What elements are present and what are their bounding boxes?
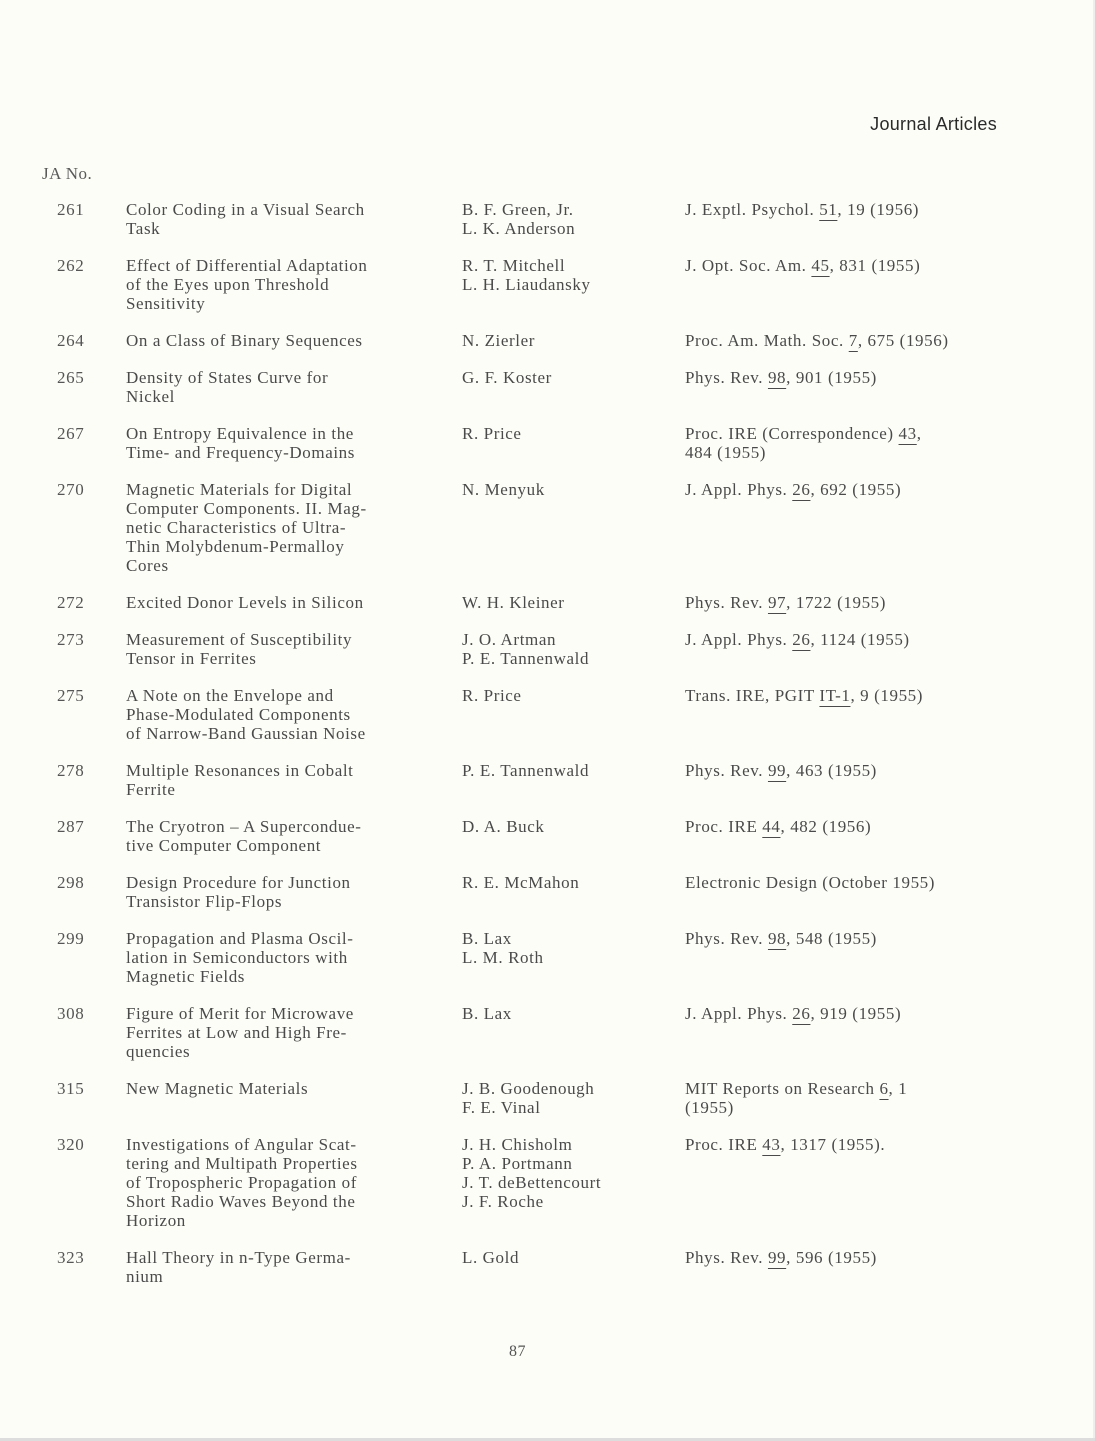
article-title — [126, 761, 446, 799]
citation-text: , 692 (1955) — [810, 480, 902, 499]
author-name: R. Price — [462, 424, 522, 443]
citation-text: , — [916, 424, 922, 443]
title-line: of Tropospheric Propagation of — [126, 1173, 357, 1192]
citation-line — [685, 1079, 1015, 1098]
citation-line — [685, 331, 1015, 350]
author-name: W. H. Kleiner — [462, 593, 565, 612]
citation-volume: 26 — [792, 1004, 811, 1023]
author-name: R. Price — [462, 686, 522, 705]
citation-text: J. Appl. Phys. — [685, 630, 793, 649]
citation-line — [685, 368, 1015, 387]
title-line: Nickel — [126, 387, 175, 406]
citation-text: MIT Reports on Research — [685, 1079, 880, 1098]
article-citation — [685, 1135, 1015, 1154]
citation-text: Phys. Rev. — [685, 593, 768, 612]
citation-line — [685, 1004, 1015, 1023]
title-line: Magnetic Fields — [126, 967, 246, 986]
article-authors — [462, 873, 672, 892]
citation-text: Phys. Rev. — [685, 929, 768, 948]
author-name: N. Zierler — [462, 331, 536, 350]
title-line: Magnetic Materials for Digital — [126, 480, 353, 499]
author-name: J. T. deBettencourt — [462, 1173, 602, 1192]
citation-volume: 26 — [792, 630, 811, 649]
article-title — [126, 1135, 446, 1230]
title-line: On Entropy Equivalence in the — [126, 424, 354, 443]
citation-volume: IT-1 — [819, 686, 851, 705]
ja-number: 264 — [57, 331, 85, 350]
ja-number: 298 — [57, 873, 85, 892]
citation-text: Proc. IRE (Correspondence) — [685, 424, 899, 443]
article-title — [126, 929, 446, 986]
article-title — [126, 200, 446, 238]
page-number: 87 — [509, 1343, 526, 1360]
ja-number: 308 — [57, 1004, 85, 1023]
author-name: R. E. McMahon — [462, 873, 580, 892]
title-line: Transistor Flip-Flops — [126, 892, 283, 911]
citation-text: , 901 (1955) — [786, 368, 877, 387]
citation-text: J. Appl. Phys. — [685, 1004, 793, 1023]
citation-text: , 9 (1955) — [850, 686, 924, 705]
author-name: L. M. Roth — [462, 948, 544, 967]
article-authors — [462, 817, 672, 836]
article-citation — [685, 929, 1015, 948]
citation-volume: 44 — [762, 817, 781, 836]
title-line: Horizon — [126, 1211, 186, 1230]
article-title — [126, 1248, 446, 1286]
ja-number: 261 — [57, 200, 85, 219]
citation-volume: 51 — [819, 200, 838, 219]
title-line: Task — [126, 219, 161, 238]
article-authors — [462, 331, 672, 350]
ja-number: 278 — [57, 761, 85, 780]
title-line: Excited Donor Levels in Silicon — [126, 593, 364, 612]
citation-text: , 482 (1956) — [780, 817, 872, 836]
title-line: Effect of Differential Adaptation — [126, 256, 368, 275]
citation-line — [685, 761, 1015, 780]
citation-line — [685, 480, 1015, 499]
citation-text: Trans. IRE, PGIT — [685, 686, 820, 705]
title-line: The Cryotron – A Supercondue- — [126, 817, 362, 836]
title-line: Design Procedure for Junction — [126, 873, 351, 892]
author-name: J. O. Artman — [462, 630, 557, 649]
article-title — [126, 424, 446, 462]
article-title — [126, 817, 446, 855]
article-authors — [462, 1004, 672, 1023]
article-citation — [685, 1248, 1015, 1267]
citation-text: J. Exptl. Psychol. — [685, 200, 820, 219]
citation-volume: 99 — [767, 1248, 787, 1267]
article-authors — [462, 368, 672, 387]
article-authors — [462, 1248, 672, 1267]
article-citation — [685, 817, 1015, 836]
article-citation — [685, 686, 1015, 705]
title-line: Sensitivity — [126, 294, 206, 313]
citation-volume: 98 — [767, 368, 787, 387]
title-line: of the Eyes upon Threshold — [126, 275, 330, 294]
article-title — [126, 256, 446, 313]
citation-line — [685, 1248, 1015, 1267]
title-line: Time- and Frequency-Domains — [126, 443, 355, 462]
article-authors — [462, 593, 672, 612]
title-line: Computer Components. II. Mag- — [126, 499, 367, 518]
article-citation — [685, 630, 1015, 649]
citation-line — [685, 424, 1015, 443]
title-line: A Note on the Envelope and — [126, 686, 334, 705]
citation-line — [685, 200, 1015, 219]
title-line: Tensor in Ferrites — [126, 649, 257, 668]
author-name: B. Lax — [462, 929, 512, 948]
article-title — [126, 480, 446, 575]
author-name: D. A. Buck — [462, 817, 545, 836]
citation-line — [685, 686, 1015, 705]
title-line: Hall Theory in n-Type Germa- — [126, 1248, 351, 1267]
citation-volume: 6 — [879, 1079, 889, 1098]
title-line: Ferrites at Low and High Fre- — [126, 1023, 347, 1042]
author-name: L. H. Liaudansky — [462, 275, 591, 294]
citation-volume: 99 — [767, 761, 787, 780]
article-citation — [685, 256, 1015, 275]
citation-volume: 26 — [792, 480, 811, 499]
citation-text: Phys. Rev. — [685, 368, 768, 387]
ja-number: 262 — [57, 256, 85, 275]
ja-number: 315 — [57, 1079, 85, 1098]
title-line: nium — [126, 1267, 164, 1286]
article-citation — [685, 331, 1015, 350]
title-line: Investigations of Angular Scat- — [126, 1135, 357, 1154]
article-citation — [685, 424, 1015, 462]
article-title — [126, 368, 446, 406]
ja-number: 273 — [57, 630, 85, 649]
citation-line — [685, 630, 1015, 649]
article-authors — [462, 1079, 672, 1117]
author-name: B. F. Green, Jr. — [462, 200, 574, 219]
author-name: J. H. Chisholm — [462, 1135, 573, 1154]
article-citation — [685, 200, 1015, 219]
title-line: Measurement of Susceptibility — [126, 630, 353, 649]
citation-text: , 1 — [888, 1079, 908, 1098]
article-authors — [462, 929, 672, 967]
author-name: L. Gold — [462, 1248, 520, 1267]
title-line: of Narrow-Band Gaussian Noise — [126, 724, 366, 743]
title-line: Density of States Curve for — [126, 368, 329, 387]
citation-line — [685, 593, 1015, 612]
article-title — [126, 331, 446, 350]
article-title — [126, 1004, 446, 1061]
article-title — [126, 630, 446, 668]
article-authors — [462, 200, 672, 238]
citation-line — [685, 929, 1015, 948]
citation-text: 484 (1955) — [685, 443, 767, 462]
title-line: Multiple Resonances in Cobalt — [126, 761, 354, 780]
citation-text: Phys. Rev. — [685, 1248, 768, 1267]
citation-text: Phys. Rev. — [685, 761, 768, 780]
author-name: J. B. Goodenough — [462, 1079, 595, 1098]
article-citation — [685, 873, 1015, 892]
title-line: Short Radio Waves Beyond the — [126, 1192, 356, 1211]
article-authors — [462, 686, 672, 705]
title-line: Figure of Merit for Microwave — [126, 1004, 354, 1023]
citation-text: , 463 (1955) — [786, 761, 877, 780]
citation-volume: 43 — [762, 1135, 781, 1154]
author-name: L. K. Anderson — [462, 219, 576, 238]
ja-number: 270 — [57, 480, 85, 499]
citation-volume: 43 — [898, 424, 917, 443]
article-title — [126, 686, 446, 743]
citation-text: , 1317 (1955). — [780, 1135, 886, 1154]
author-name: P. A. Portmann — [462, 1154, 573, 1173]
title-line: Color Coding in a Visual Search — [126, 200, 365, 219]
title-line: Phase-Modulated Components — [126, 705, 351, 724]
citation-text: Proc. Am. Math. Soc. — [685, 331, 849, 350]
ja-number: 299 — [57, 929, 85, 948]
article-authors — [462, 1135, 672, 1211]
citation-volume: 97 — [767, 593, 787, 612]
citation-text: Electronic Design (October 1955) — [685, 873, 936, 892]
citation-text: , 1722 (1955) — [786, 593, 887, 612]
title-line: Thin Molybdenum-Permalloy — [126, 537, 345, 556]
article-citation — [685, 761, 1015, 780]
citation-line — [685, 256, 1015, 275]
citation-text: J. Opt. Soc. Am. — [685, 256, 812, 275]
citation-line — [685, 873, 1015, 892]
citation-text: Proc. IRE — [685, 817, 763, 836]
article-authors — [462, 424, 672, 443]
author-name: F. E. Vinal — [462, 1098, 541, 1117]
citation-line — [685, 443, 1015, 462]
citation-text: , 831 (1955) — [829, 256, 921, 275]
citation-text: , 1124 (1955) — [810, 630, 910, 649]
title-line: tering and Multipath Properties — [126, 1154, 358, 1173]
citation-text: , 675 (1956) — [857, 331, 949, 350]
citation-line — [685, 817, 1015, 836]
title-line: lation in Semiconductors with — [126, 948, 348, 967]
author-name: N. Menyuk — [462, 480, 545, 499]
title-line: Cores — [126, 556, 169, 575]
citation-text: , 19 (1956) — [837, 200, 920, 219]
citation-line — [685, 1098, 1015, 1117]
ja-number: 323 — [57, 1248, 85, 1267]
author-name: R. T. Mitchell — [462, 256, 566, 275]
article-citation — [685, 368, 1015, 387]
article-citation — [685, 480, 1015, 499]
citation-volume: 98 — [767, 929, 787, 948]
citation-text: , 596 (1955) — [786, 1248, 877, 1267]
ja-number-column-label: JA No. — [42, 164, 93, 183]
ja-number: 265 — [57, 368, 85, 387]
article-title — [126, 1079, 446, 1098]
article-authors — [462, 480, 672, 499]
author-name: P. E. Tannenwald — [462, 649, 590, 668]
ja-number: 287 — [57, 817, 85, 836]
citation-text: J. Appl. Phys. — [685, 480, 793, 499]
article-citation — [685, 1004, 1015, 1023]
title-line: Ferrite — [126, 780, 176, 799]
title-line: On a Class of Binary Sequences — [126, 331, 363, 350]
title-line: New Magnetic Materials — [126, 1079, 309, 1098]
ja-number: 272 — [57, 593, 85, 612]
author-name: G. F. Koster — [462, 368, 552, 387]
author-name: B. Lax — [462, 1004, 512, 1023]
title-line: tive Computer Component — [126, 836, 322, 855]
article-title — [126, 873, 446, 911]
ja-number: 275 — [57, 686, 85, 705]
ja-number: 267 — [57, 424, 85, 443]
ja-number: 320 — [57, 1135, 85, 1154]
citation-text: (1955) — [685, 1098, 734, 1117]
citation-text: Proc. IRE — [685, 1135, 763, 1154]
article-authors — [462, 630, 672, 668]
citation-line — [685, 1135, 1015, 1154]
title-line: quencies — [126, 1042, 191, 1061]
article-citation — [685, 593, 1015, 612]
article-authors — [462, 256, 672, 294]
article-title — [126, 593, 446, 612]
article-authors — [462, 761, 672, 780]
title-line: Propagation and Plasma Oscil- — [126, 929, 354, 948]
citation-text: , 919 (1955) — [810, 1004, 902, 1023]
citation-volume: 45 — [811, 256, 830, 275]
author-name: J. F. Roche — [462, 1192, 544, 1211]
title-line: netic Characteristics of Ultra- — [126, 518, 347, 537]
article-citation — [685, 1079, 1015, 1117]
citation-text: , 548 (1955) — [786, 929, 877, 948]
citation-volume: 7 — [848, 331, 858, 350]
section-title: Journal Articles — [870, 114, 997, 134]
author-name: P. E. Tannenwald — [462, 761, 590, 780]
